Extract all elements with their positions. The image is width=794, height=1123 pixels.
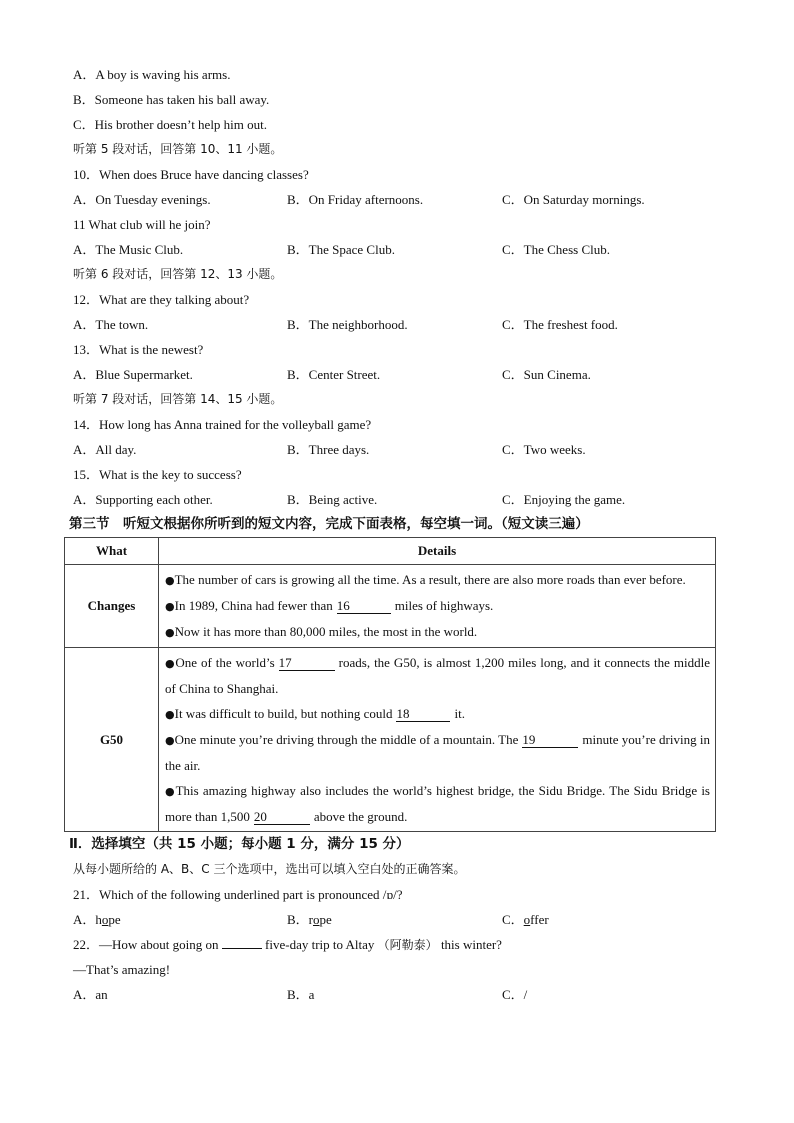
- q14-options: [73, 437, 717, 462]
- changes-point-3: ●Now it has more than 80,000 miles, the most in the world.: [165, 624, 478, 639]
- q14-option-a[interactable]: A．All day.: [73, 442, 137, 457]
- part-2-title: Ⅱ．选择填空（共 15 小题；每小题 1 分，满分 15 分）: [69, 836, 410, 852]
- q21-option-c[interactable]: C．offer: [502, 912, 549, 927]
- q22-option-b[interactable]: B．a: [287, 987, 315, 1002]
- q9-option-b[interactable]: B．Someone has taken his ball away.: [73, 92, 270, 107]
- q12-option-a[interactable]: A．The town.: [73, 317, 149, 332]
- q22-options: [73, 982, 717, 1007]
- q10-options: [73, 187, 717, 212]
- q22-option-a[interactable]: A．an: [73, 987, 108, 1002]
- bullet-icon: ●: [165, 626, 175, 639]
- q15-option-c[interactable]: C．Enjoying the game.: [502, 492, 626, 507]
- q10-stem: 10．When does Bruce have dancing classes?: [73, 167, 309, 182]
- q13-stem: 13．What is the newest?: [73, 342, 204, 357]
- q11-stem: 11 What club will he join?: [73, 217, 211, 232]
- bullet-icon: ●: [165, 785, 176, 798]
- header-details: Details: [159, 538, 716, 565]
- q22-stem: 22．—How about going on five-day trip to Altay （阿勒泰） this winter?: [73, 937, 502, 952]
- instruction-dialogue-7: 听第 7 段对话，回答第 14、15 小题。: [73, 392, 283, 406]
- q21-stem: 21．Which of the following underlined part is pronounced /ɒ/?: [73, 887, 403, 902]
- q14-option-c[interactable]: C．Two weeks.: [502, 442, 586, 457]
- q9-option-a[interactable]: A．A boy is waving his arms.: [73, 67, 231, 82]
- q12-option-b[interactable]: B．The neighborhood.: [287, 317, 408, 332]
- q12-option-c[interactable]: C．The freshest food.: [502, 317, 618, 332]
- table-header-row: [65, 538, 716, 565]
- g50-point-4: ●This amazing highway also includes the world’s highest bridge, the Sidu Bridge. The Sidu Bridge is more than 1,500 20 above the ground.: [165, 783, 710, 824]
- g50-details: [159, 648, 716, 832]
- q12-options: [73, 312, 717, 337]
- bullet-icon: ●: [165, 657, 176, 670]
- q14-option-b[interactable]: B．Three days.: [287, 442, 370, 457]
- q21-options: [73, 907, 717, 932]
- changes-details: [159, 565, 716, 648]
- q10-option-a[interactable]: A．On Tuesday evenings.: [73, 192, 211, 207]
- header-what: What: [65, 538, 159, 565]
- q14-stem: 14．How long has Anna trained for the volleyball game?: [73, 417, 372, 432]
- blank-17[interactable]: 17: [279, 655, 335, 671]
- exam-page: [69, 62, 717, 1007]
- listening-table: [64, 537, 716, 832]
- g50-point-3: ●One minute you’re driving through the middle of a mountain. The 19 minute you’re driving in the air.: [165, 732, 711, 773]
- q15-option-b[interactable]: B．Being active.: [287, 492, 378, 507]
- q12-stem: 12．What are they talking about?: [73, 292, 250, 307]
- q21-option-a[interactable]: A．hope: [73, 912, 121, 927]
- q15-options: [73, 487, 717, 512]
- q22-option-c[interactable]: C．/: [502, 987, 528, 1002]
- part-2-instruction: 从每小题所给的 A、B、C 三个选项中，选出可以填入空白处的正确答案。: [73, 862, 466, 876]
- row-label-changes: Changes: [65, 565, 159, 648]
- q13-option-a[interactable]: A．Blue Supermarket.: [73, 367, 193, 382]
- blank-19[interactable]: 19: [522, 732, 578, 748]
- q15-stem: 15．What is the key to success?: [73, 467, 242, 482]
- bullet-icon: ●: [165, 574, 175, 587]
- bullet-icon: ●: [165, 708, 175, 721]
- g50-point-2: ●It was difficult to build, but nothing could 18 it.: [165, 706, 465, 721]
- q13-options: [73, 362, 717, 387]
- q13-option-b[interactable]: B．Center Street.: [287, 367, 381, 382]
- q11-option-b[interactable]: B．The Space Club.: [287, 242, 395, 257]
- q11-option-c[interactable]: C．The Chess Club.: [502, 242, 610, 257]
- q9-option-c[interactable]: C．His brother doesn’t help him out.: [73, 117, 268, 132]
- row-label-g50: G50: [65, 648, 159, 832]
- q13-option-c[interactable]: C．Sun Cinema.: [502, 367, 591, 382]
- bullet-icon: ●: [165, 734, 175, 747]
- table-row-changes: [65, 565, 716, 648]
- table-row-g50: [65, 648, 716, 832]
- q21-option-b[interactable]: B．rope: [287, 912, 332, 927]
- blank-20[interactable]: 20: [254, 809, 310, 825]
- q10-option-b[interactable]: B．On Friday afternoons.: [287, 192, 424, 207]
- instruction-dialogue-5: 听第 5 段对话，回答第 10、11 小题。: [73, 142, 283, 156]
- q22-reply: —That’s amazing!: [73, 962, 171, 977]
- q15-option-a[interactable]: A．Supporting each other.: [73, 492, 213, 507]
- q11-option-a[interactable]: A．The Music Club.: [73, 242, 184, 257]
- blank-16[interactable]: 16: [337, 598, 391, 614]
- blank-18[interactable]: 18: [396, 706, 450, 722]
- section-3-title: 第三节 听短文根据你所听到的短文内容，完成下面表格，每空填一词。（短文读三遍）: [69, 516, 589, 532]
- q22-blank[interactable]: [222, 936, 262, 949]
- q10-option-c[interactable]: C．On Saturday mornings.: [502, 192, 645, 207]
- g50-point-1: ●One of the world’s 17 roads, the G50, is almost 1,200 miles long, and it connects the middle of China to Shanghai.: [165, 655, 710, 696]
- changes-point-2: ●In 1989, China had fewer than 16 miles of highways.: [165, 598, 494, 613]
- instruction-dialogue-6: 听第 6 段对话，回答第 12、13 小题。: [73, 267, 283, 281]
- bullet-icon: ●: [165, 600, 175, 613]
- q11-options: [73, 237, 717, 262]
- changes-point-1: ●The number of cars is growing all the time. As a result, there are also more roads than ever before.: [165, 572, 686, 587]
